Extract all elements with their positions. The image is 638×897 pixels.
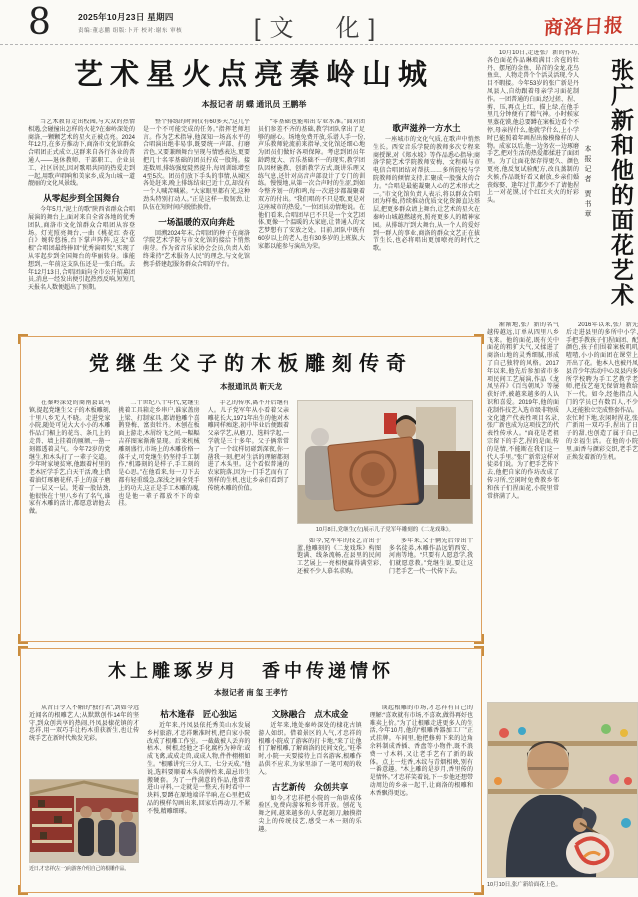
column [566,322,638,696]
article-choir [28,52,480,335]
article-mianhua-byline: 本报记者 贾书章 [584,145,591,220]
article-rootcarving [20,648,482,893]
article-choir-byline: 本报记者 胡 蝶 通讯员 王鹏举 [201,100,307,109]
paragraph: 二十世纪八十年代,党继生挑着工具箱走乡串户,谁家盖房上梁、打制家具,都请他雕个喜鹊登梅、富贵牡丹。木刨在板面上游走,木屑纷飞之间,一幅幅吉祥图案渐渐显现。后来机械雕刻盛行,市场上的木雕价格一落千丈,可党继生仍坚持手工制作,“机器刻的是样子,手工刻的是心思。”在他看来,每一刀下去都有轻重缓急,深浅之间全凭手上的功夫,这正是手工木雕的魂,也是他一辈子都放不下的牵挂。 [118,400,200,508]
column-text [29,705,139,775]
paragraph: 在秦岭深处的商南县试马镇,提起党继生父子的木板雕刻,十里八乡无人不晓。走进党家小院,随处可见大大小小的木雕作品:门楣上的花鸟、条几上的走兽、墙上挂着的匾额,一凿一刻都透着灵气。今年72岁的党继生,和木头打了一辈子交道。少年时家境贫寒,他跟着村里的老木匠学手艺,白天干活,晚上借着油灯琢磨花样,手上的茧子磨了一层又一层。凭着一股钻劲,他很快在十里八乡有了名气,谁家有木雕的活计,都愿意请他去做。 [29,400,111,516]
paragraph: 10月10日,走进张广新的作坊,各色面花作品琳琅满目:含苞的牡丹、摆尾的金鱼、昂首的金龙,花鸟鱼虫、人物走兽个个活灵活现,令人目不暇接。今年53岁的张广新是丹凤县人,自幼跟着母亲学习面花制作。一团普通的白面,经过搓、捏、剪、压,再点上红、描上绿,在他手里几分钟便有了精气神。小时候家里蒸花馍,他总要蹲在案板边看个不停,母亲捏什么,他就学什么,上小学时已能照着年画捏出像模像样的人物。成家以后,他一边务农一边琢磨手艺,把对生活的热爱都揉进了面团里。为了让面花保存得更久、颜色更亮,他反复试验配方,改良蒸制的火候,作品既好看又耐放,乡亲们婚丧嫁娶、逢年过节,都少不了请他捏上一对花馍,讨个红红火火的好彩头。 [487,50,579,205]
frame-corner [18,634,28,644]
column [258,705,361,891]
subhead: 文脉融合 点木成金 [271,709,349,719]
editor-credits: 责编:董志鹏 组版:卜开 校对:谢东 审核 [78,28,183,34]
paragraph: 近年来,丹凤县依托秀美山水发展乡村旅游,才忠祥瞅准时机,把自家小院改成了根雕工作室。一截截被人丢弃的枯木、树根,经他之手化腐朽为神奇:或成飞禽,或成走兽,或成人物,件件栩栩如生。“根雕讲究三分人工、七分天成。”他说,选料要顺着木头的脾性来,最忌讳生搬硬套。为了一件满意的作品,他常常进山寻料,一走就是一整天,有时看中一块料,要蹲在原地端详半晌,在心里把成品的模样勾画出来,回家后再动刀,不紧不慢,精雕细琢。 [147,723,251,815]
photo-rootcarving-exhibit [29,779,139,863]
subhead: 枯木逢春 匠心独运 [160,709,237,719]
column [297,538,381,630]
photo-mianhua-artist-illustration [488,703,637,877]
article-mianhua [487,50,638,889]
section-title: [文 化] [253,15,385,42]
article-rootcarving-columns [29,705,473,891]
paragraph: 渐渐地,张广新的名气越传越远,订单从四里八乡飞来。他的面花,既有关中面花的粗犷大气,又揉进了商洛山地的灵秀细腻,形成了自己独特的风格。2017年以来,他先后参加省市多项民间工艺展演,作品《龙凤呈祥》《百鸟朝凤》等屡获好评,被越来越多的人认识和喜爱。2019年,他的面花制作技艺入选市级非物质文化遗产代表性项目名录,张广新也成为这项技艺的代表性传承人。“面花是老祖宗留下的手艺,捏的是面,传的是情,不能断在我们这一代人手里。”张广新常这样对徒弟们说。为了把手艺传下去,他把自家的作坊改成了传习所,空闲时免费教乡邻和孩子们捏面花,小院里常常挤满了人。 [487,322,559,500]
article-woodcarving-lower-columns [297,538,473,630]
column [258,119,365,335]
frame-corner [474,885,484,895]
column [143,119,250,335]
article-woodcarving-columns [29,400,473,638]
article-woodcarving-photo-block [297,400,473,638]
photo-caption: 10月8日,党继生(左)展示儿子党军年雕刻的《二龙戏珠》。 [315,527,455,533]
column [29,705,139,891]
column [370,705,473,891]
article-rootcarving-title: 木上雕琢岁月 香中传递情怀 [108,661,394,681]
subhead: 一场温暖的双向奔赴 [158,216,235,227]
subhead: 从零起步到全国舞台 [43,193,120,204]
paragraph: 谈起根雕的市场,才忠祥有自己的理解:“喜欢就有市场,不喜欢,做得再好也难卖上价。”为了让根雕走进更多人的生活,今年10月,他的“根雕香器加工厂”正式挂牌。车间里,他把修剪下来的边角余料制成香插、香盘等小物件,既不浪费一寸木料,又让老手艺有了新的载体。点上一炷香,木纹与青烟相映,别有一番意趣。“木上雕的是岁月,香里传的是情怀。”才忠祥笑着说,下一步他还想带动周边的乡亲一起干,让商洛的根雕和木香飘得更远。 [369,705,473,797]
article-rootcarving-byline: 本报记者 南 玺 王孝竹 [214,688,288,697]
article-mianhua-headline-block [579,50,638,316]
photo-caption: 近日,才忠祥(左一)向游客介绍自己的根雕作品。 [29,866,130,872]
paragraph: 一座城市的文化气质,在歌声中悄然生长。西安音乐学院的教师多次专程来商授课,对《郑水坡》等作品悉心指导;商洛学院艺术学院教师安梅、文程琪与市电信合唱团结对帮扶……多所院校与学院教师的倾情支持,汇聚成一股强大的合力。“合唱是最能凝聚人心的艺术形式之一。”市文化馆负责人表示,将以群众合唱团为样板,持续推动优质文化资源直达基层,把更多群众请上舞台,让艺术的星火在秦岭山城越燃越亮,照亮更多人的精神家园。从排练厅到大舞台,从一个人的爱好到一群人的事业,商洛的群众文艺正在拔节生长,也必将唱出更加嘹亮的时代之歌。 [373,137,480,253]
paragraph: 回溯2024年末,合唱团的种子在商洛学院艺术学院与市文化馆的接洽下悄然萌芽。作为省音乐家协会会员,负责人始终秉持“艺术服务人民”的理念,与文化馆携手搭建起服务群众合唱的平台。 [143,230,250,268]
article-woodcarving-title: 党继生父子的木板雕刻传奇 [89,353,413,375]
column [373,119,480,335]
photo-woodcarving-illustration [298,401,472,523]
page-number: 8 [28,2,51,43]
article-mianhua-columns [487,322,638,696]
column [208,400,289,638]
article-woodcarving-byline: 本报通讯员 靳天龙 [219,382,283,391]
paragraph: 从昔日令人不解的“独行者”,到如今远近闻名的根雕艺人;从默默创作14年的坚守,到众创共享的热闹,丹凤县棣花镇的才忠祥,用一双巧手让朽木重获新生,也让传统手艺在新时代焕发光彩。 [29,705,139,743]
column [28,119,135,335]
paragraph: 多年来,父子俩先后带出十多名徒弟,木雕作品远销西安、河南等地。“只要有人愿意学,我们就愿意教。”党继生说,要让这门老手艺一代一代传下去。 [388,537,473,576]
header-divider [0,44,638,45]
article-mianhua-title: 张广新和他的面花艺术 [608,58,634,308]
frame-corner [474,634,484,644]
issue-date: 2025年10月23日 星期四 [78,12,174,22]
photo-rootcarving-illustration [30,780,138,862]
paragraph: “零基础也能唱出专业水准。”面对团员们参差不齐的基础,教学团队拿出了足够的耐心。场地免费开放,乐谱人手一份,声乐教师轮流前来指导,文化馆还细心地为团员们做好各项保障。考虑到团员年龄跨度大、音乐基础不一的现实,教学团队因材施教、创新教学方式,既讲乐理又练气息,还针对高音声部设计了专门的训练。慢慢地,从第一次合声时的生涩,到如今整齐划一的和鸣,每一次进步都凝聚着双方的付出。“我们唱的不只是歌,更是对这座城市的热爱。”一位团员动情地说。在他们看来,合唱团早已不只是一个文艺团体,更像一个温暖的大家庭,让普通人的文艺梦想有了安放之处。目前,团队中既有60岁以上的老人,也有30多岁的上班族,大家都以能参与演出为荣。 [258,119,365,250]
column [487,50,579,316]
column [118,400,199,638]
photo-woodcarving [297,400,473,524]
frame-corner [18,334,28,344]
paragraph: 近年来,地处秦岭深处的棣花古镇游人如织。借着景区的人气,才忠祥的根雕小院成了游客的打卡地,“来了让他们了解根雕,了解商洛的民间文化。”旺季时,小院一天要接待上百名游客,根雕作品供不应求,为家里添了一笔可观的收入。 [258,723,362,776]
paragraph: 2016年以来,张广新先后走进县里的多所中小学,手把手教孩子们捏面团、配颜色,孩子们围着案板叽叽喳喳,小小的面团在课堂上开出了花。他本人也被丹凤县青少年活动中心及县内多所学校聘为手工艺教学老师,把技艺毫无保留地教给下一代。如今,经他指点入门的学员已有数百人,不少人还能独立完成整套作品。农忙时下地,农闲时捏花,张广新用一双巧手,捏出了日子的甜,也创造了属于自己的幸福生活。在他的小院里,面香与颜彩交织,老手艺正焕发着新的生机。 [566,322,638,461]
date-block [78,11,182,34]
article-choir-title: 艺术星火点亮秦岭山城 [73,59,434,91]
column [147,705,250,891]
paragraph: 手艺的传承,离不开后继有人。儿子党军年从小看着父亲雕花长大,1971年出生的他对木雕同样痴迷,初中毕业后便跟着父亲学艺,从磨刀、选料学起,一学就是三十多年。父子俩常常为了一个纹样切磋到深夜,你一凿我一刻,把对生活的理解都刻进了木头里。这个看似普通的农家院落,因为一门手艺而有了别样的生机,也让乡亲们看到了传统木雕的价值。 [207,400,289,492]
article-mianhua-head-row [487,50,638,316]
subhead: 古艺新传 众创共享 [271,781,349,792]
newspaper-masthead: 商洛日报 [543,14,625,40]
frame-corner [474,334,484,344]
frame-corner [474,646,484,656]
paragraph: 整个排练的时间仅有60多天,“这几乎是一个不可能完成的任务。”指挥老师坦言。作为艺术指导,他深知一场高水平的合唱演出绝非易事,既要统一声部、打磨音色,又要兼顾舞台呈现与情感表达,更要把几十名零基础的团员拧成一股绳。接连数周,排练强度陡然提升,每周训练增至4至5次。团员们放下手头的事情,从城区各处赶来,晚上排练结束已近十点,却没有一个人喊苦喊累。“大家眼里都有光,这种劲头特别打动人。”正是这样一股韧劲,让队伍在短时间内脱胎换骨。 [143,119,250,211]
column [29,400,110,638]
article-woodcarving [20,336,482,642]
paragraph: 今年5月,“泥土的歌”陕西省群众合唱展演的舞台上,面对来自全省各地的优秀团队,商洛市文化馆群众合唱团从容登场。灯光照亮舞台,一曲《桃花红 杏花白》婉转悠扬,台下掌声阵阵,这支“草根”合唱团最终捧回“优秀演唱奖”,实现了从零起步到全国舞台的华丽转身。谁能想到,一年前这支队伍还是一张白纸。去年12月13日,合唱团面向全市公开招募团员,消息一经发出便引起热烈反响,短短几天报名人数便超出了预期。 [28,207,135,292]
paragraph: 如今,党军年的技艺青出于蓝,他雕刻的《二龙戏珠》构图饱满、线条流畅,在县里的民间工艺展上一亮相便赢得满堂彩,还被不少人慕名求购。 [296,537,381,576]
photo-caption: 10月10日,张广新给面花上色。 [487,882,562,888]
subhead: 歌声滋养一方水土 [392,123,461,133]
frame-corner [18,646,28,656]
article-choir-columns [28,119,480,335]
column [487,322,559,696]
frame-corner [18,885,28,895]
column [389,538,473,630]
paragraph: 当艺术教育走出校园,与大众的热情相遇,会碰撞出怎样的火花?在秦岭深处的商洛,一颗颗艺术的星火正被点亮。2024年12月,在多方推动下,商洛市文化馆群众合唱团正式成立,这群来自各行各业的普通人——退休教师、干部职工、企业员工、社区居民,因对歌唱共同的热爱走到一起,用歌声唱响和美家乡,成为山城一道靓丽的文化风景线。 [28,119,135,188]
photo-mianhua-artist [487,702,638,878]
paragraph: 如今,才忠祥把小院的一角辟成体验区,免费向游客和乡邻开放。刨花飞舞之间,越来越多的人拿起刻刀,触摸指尖上的传统技艺,感受一木一刻的乐趣。 [258,795,362,833]
